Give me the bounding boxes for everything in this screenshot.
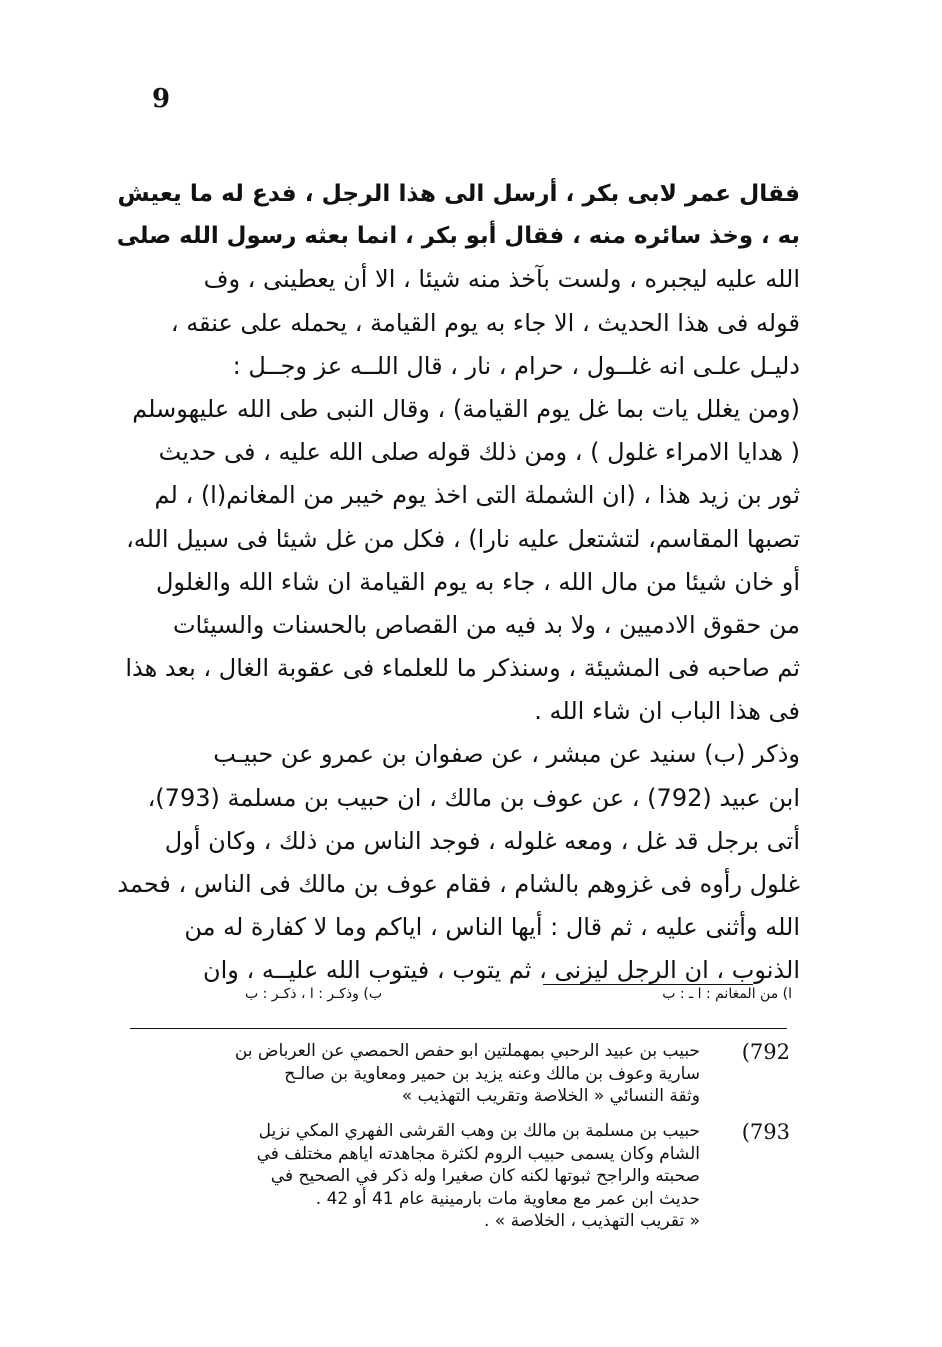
main-line: الله عليه ليجبره ، ولست بآخذ منه شيئا ، الا أن يعطينى ، وف xyxy=(203,265,800,294)
note-line: سارية وعوف بن مالك وعنه يزيد بن حمير ومعاوية بن صالـح xyxy=(284,1063,700,1084)
biography-note-792 xyxy=(100,1040,790,1108)
main-line: أتى برجل قد غل ، ومعه غلوله ، فوجد الناس من ذلك ، وكان أول xyxy=(164,826,800,855)
main-line: فى هذا الباب ان شاء الله . xyxy=(534,697,800,726)
footnote-variant-a: ا) من المغانم : ا ـ : ب xyxy=(662,986,792,1002)
main-line: فقال عمر لابى بكر ، أرسل الى هذا الرجل ، فدع له ما يعيش xyxy=(117,180,800,207)
main-line: به ، وخذ سائره منه ، فقال أبو بكر ، انما بعثه رسول الله صلى xyxy=(116,223,800,250)
note-line: صحبته والراجح ثبوتها لكنه كان صغيرا وله ذكر في الصحيح في xyxy=(270,1166,700,1186)
main-line: الذنوب ، ان الرجل ليزنى ، ثم يتوب ، فيتوب الله عليــه ، وان xyxy=(202,956,800,985)
note-line: حبيب بن مسلمة بن مالك بن وهب القرشى الفهري المكي نزيل xyxy=(258,1121,700,1141)
main-line: ثم صاحبه فى المشيئة ، وسنذكر ما للعلماء فى عقوبة الغال ، بعد هذا xyxy=(125,654,800,683)
biography-note-793 xyxy=(100,1120,790,1233)
main-line: ( هدايا الامراء غلول ) ، ومن ذلك قوله صلى الله عليه ، فى حديث xyxy=(158,438,800,467)
note-line: حبيب بن عبيد الرحبي بمهملتين ابو حفص الحمصي عن العرباض بن xyxy=(234,1041,700,1061)
main-line: الله وأثنى عليه ، ثم قال : أيها الناس ، اياكم وما لا كفارة له من xyxy=(184,913,800,942)
main-line: تصبها المقاسم، لتشتعل عليه نارا) ، فكل من غل شيئا فى سبيل الله، xyxy=(126,524,800,553)
note-line: وثقة النسائي « الخلاصة وتقريب التهذيب » xyxy=(401,1086,700,1106)
main-line: أو خان شيئا من مال الله ، جاء به يوم القيامة ان شاء الله والغلول xyxy=(155,567,800,596)
main-line: وذكر (ب) سنيد عن مبشر ، عن صفوان بن عمرو عن حبيـب xyxy=(213,740,800,769)
page-number: 9 xyxy=(152,84,171,114)
main-line: قوله فى هذا الحديث ، الا جاء به يوم القيامة ، يحمله على عنقه ، xyxy=(170,308,800,337)
footnote-variant-b: ب) وذكـر : ا ، ذكـر : ب xyxy=(244,986,382,1002)
main-line: دليـل علـى انه غلــول ، حرام ، نار ، قال اللــه عز وجــل : xyxy=(232,351,800,380)
note-line: الشام وكان يسمى حبيب الروم لكثرة مجاهدته اياهم مختلف في xyxy=(256,1143,700,1164)
main-line: من حقوق الادميين ، ولا بد فيه من القصاص بالحسنات والسيئات xyxy=(172,610,800,639)
main-line: ثور بن زيد هذا ، (ان الشملة التى اخذ يوم خيبر من المغانم(ا) ، لم xyxy=(154,481,800,510)
note-line: حديث ابن عمر مع معاوية مات بارمينية عام 41 أو 42 . xyxy=(315,1188,700,1209)
notes-divider xyxy=(130,1028,787,1029)
note-number: 793) xyxy=(741,1120,790,1144)
main-line: غلول رأوه فى غزوهم بالشام ، فقام عوف بن مالك فى الناس ، فحمد xyxy=(117,870,800,898)
footnote-divider xyxy=(543,984,753,985)
main-text xyxy=(110,172,800,993)
note-line: « تقريب التهذيب ، الخلاصة » . xyxy=(483,1211,700,1231)
note-number: 792) xyxy=(741,1040,790,1064)
main-line: ابن عبيد (792) ، عن عوف بن مالك ، ان حبيب بن مسلمة (793)، xyxy=(147,783,800,812)
main-line: (ومن يغلل يات بما غل يوم القيامة) ، وقال النبى طى الله عليهوسلم xyxy=(132,394,800,423)
